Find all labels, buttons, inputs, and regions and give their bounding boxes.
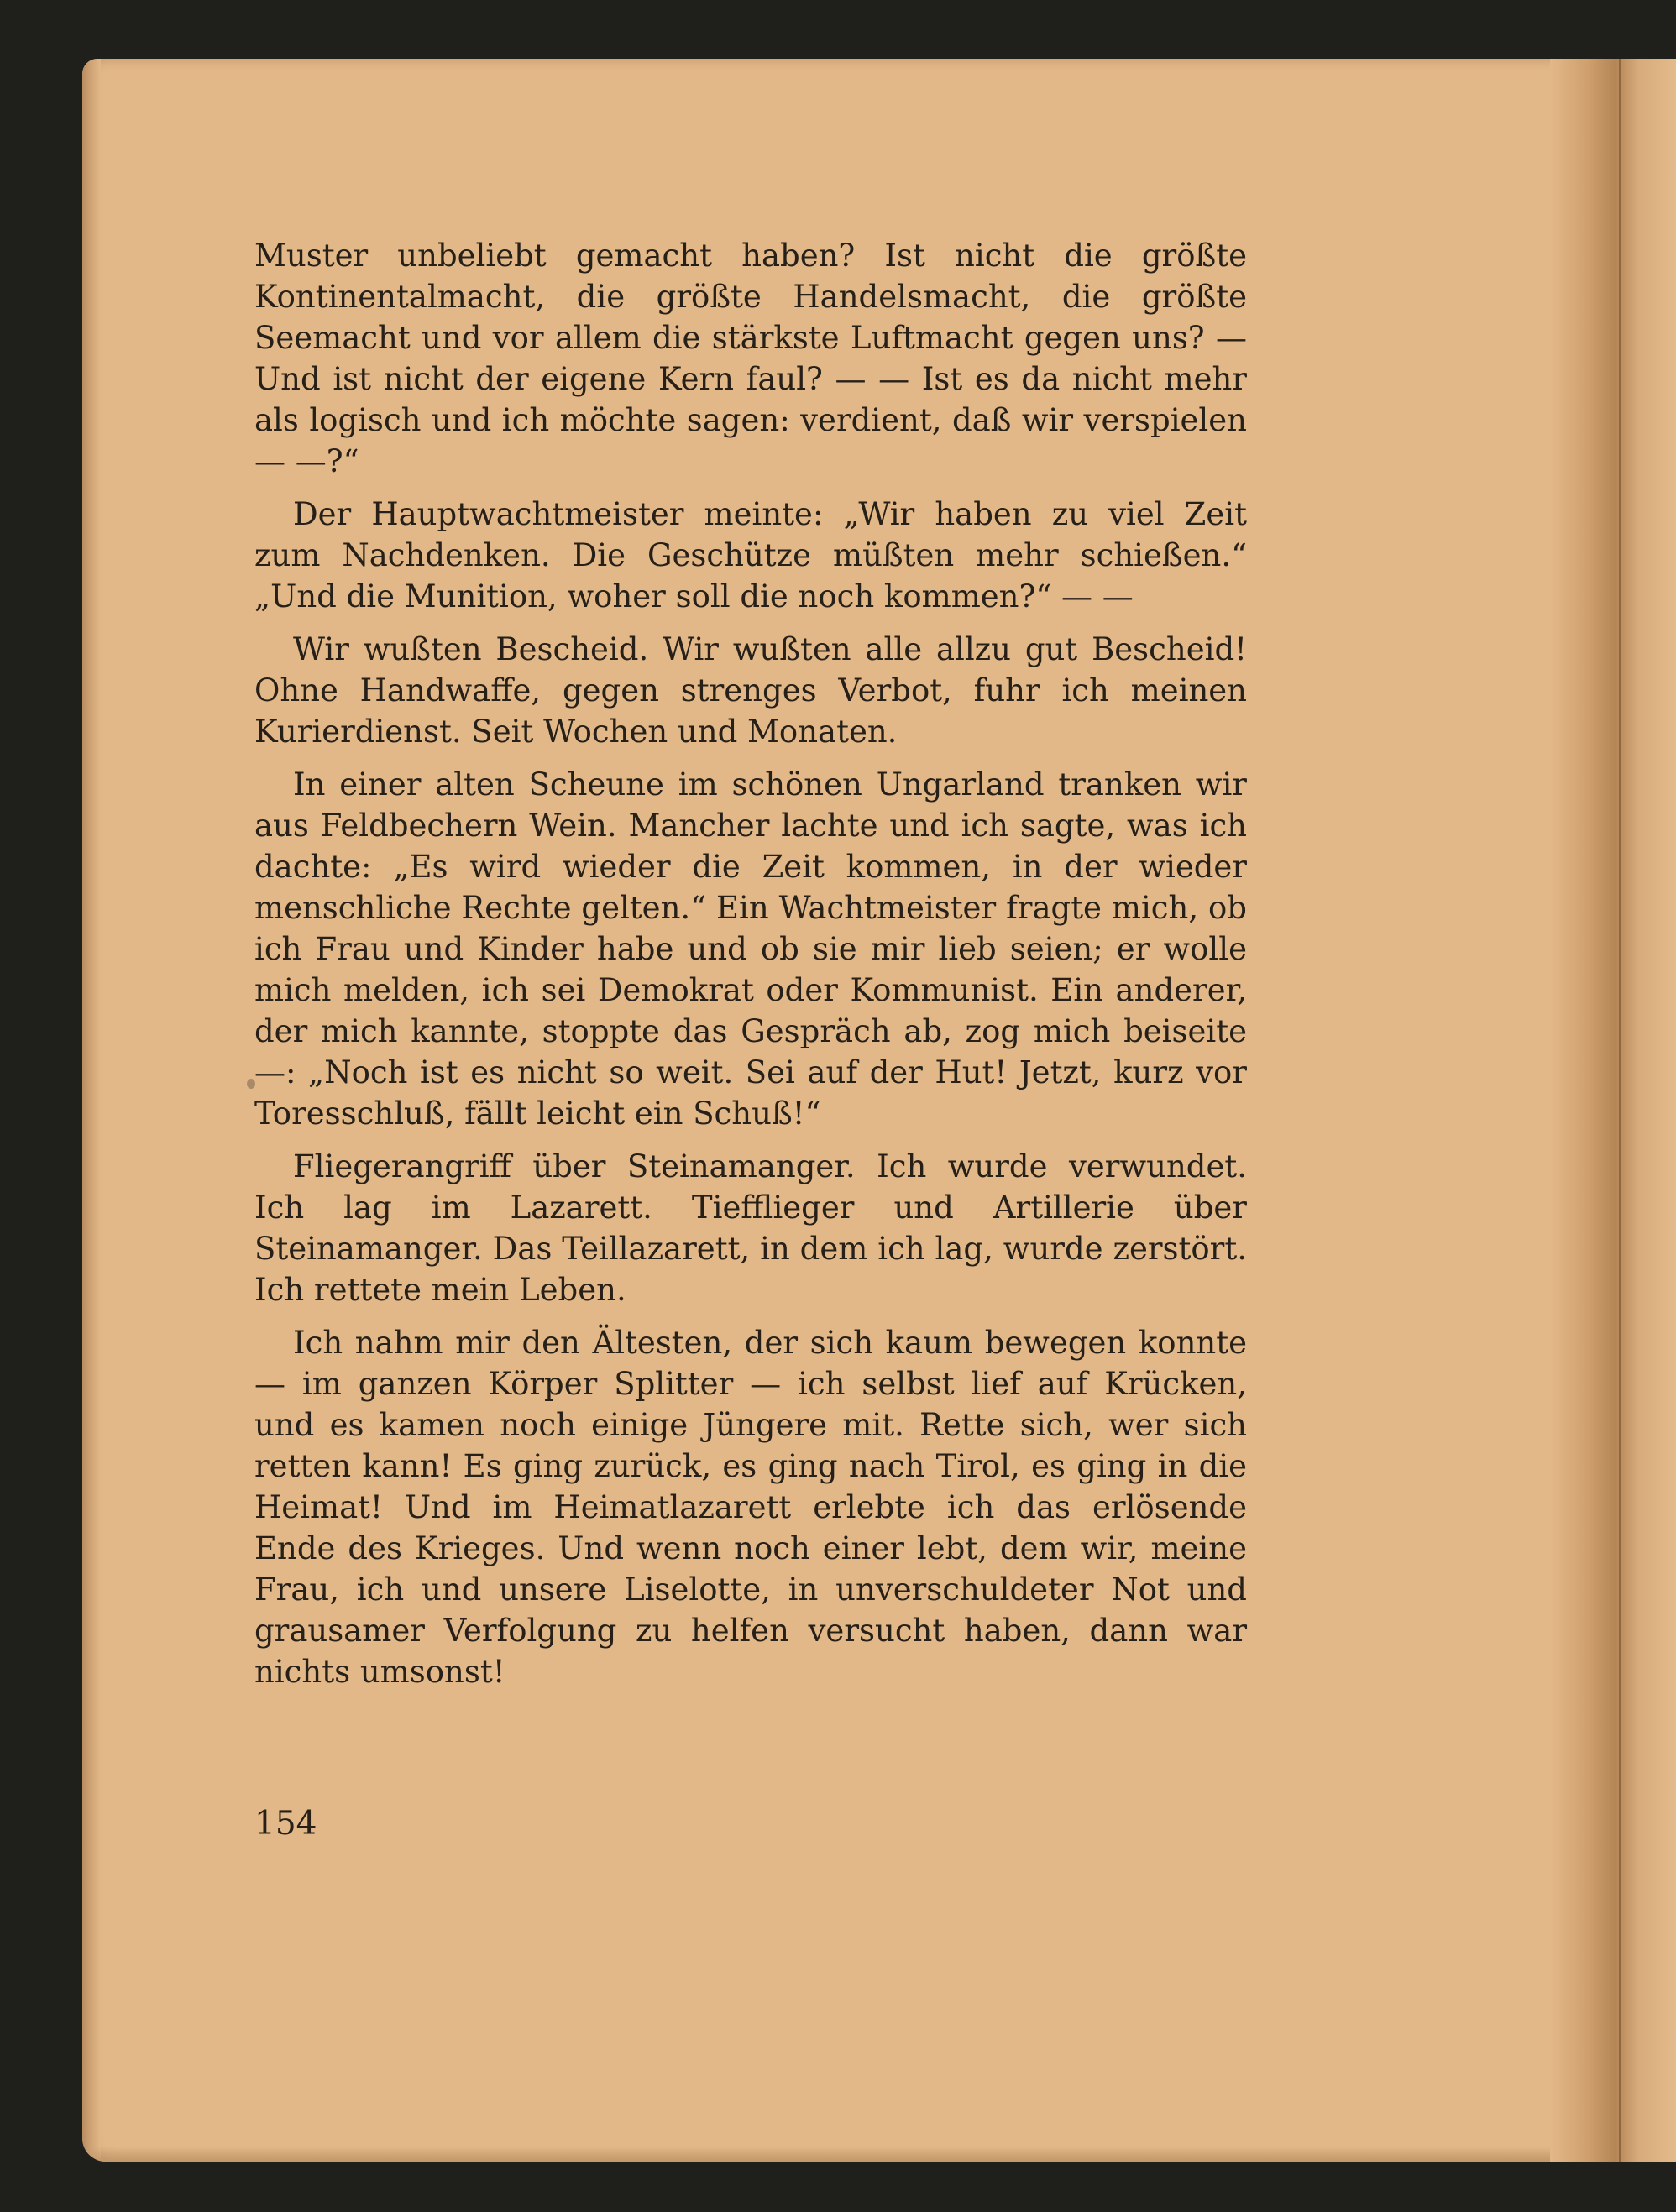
- paragraph-5: Fliegerangriff über Steinamanger. Ich wurde verwundet. Ich lag im Lazarett. Tiefflieger und Artillerie über Steinamanger. Das Teillazarett, in dem ich lag, wurde zerstört. Ich rettete mein Leben.: [254, 1148, 1247, 1308]
- page-left-edge: [82, 59, 101, 2162]
- paragraph-3: Wir wußten Bescheid. Wir wußten alle allzu gut Bescheid! Ohne Handwaffe, gegen strenges Verbot, fuhr ich meinen Kurierdienst. Seit Wochen und Monaten.: [254, 631, 1247, 750]
- book-gutter: [1550, 59, 1676, 2162]
- page-bottom-edge: [82, 2147, 1676, 2162]
- page-number: 154: [254, 1805, 317, 1843]
- paragraph-4: In einer alten Scheune im schönen Ungarland tranken wir aus Feldbechern Wein. Mancher lachte und ich sagte, was ich dachte: „Es wird wieder die Zeit kommen, in der wieder menschliche Rechte gelten.“ Ein Wachtmeister fragte mich, ob ich Frau und Kinder habe und ob sie mir lieb seien; er wolle mich melden, ich sei Demokrat oder Kommunist. Ein anderer, der mich kannte, stoppte das Gespräch ab, zog mich beiseite —: „Noch ist es nicht so weit. Sei auf der Hut! Jetzt, kurz vor Toresschluß, fällt leicht ein Schuß!“: [254, 766, 1247, 1132]
- paragraph-6: Ich nahm mir den Ältesten, der sich kaum bewegen konnte — im ganzen Körper Splitter — ich selbst lief auf Krücken, und es kamen noch einige Jüngere mit. Rette sich, wer sich retten kann! Es ging zurück, es ging nach Tirol, es ging in die Heimat! Und im Heimatlazarett erlebte ich das erlösende Ende des Krieges. Und wenn noch einer lebt, dem wir, meine Frau, ich und unsere Liselotte, in unverschuldeter Not und grausamer Verfolgung zu helfen versucht haben, dann war nichts umsonst!: [254, 1325, 1247, 1690]
- paragraph-1: Muster unbeliebt gemacht haben? Ist nicht die größte Kontinentalmacht, die größte Handelsmacht, die größte Seemacht und vor allem die stärkste Luftmacht gegen uns? — Und ist nicht der eigene Kern faul? — — Ist es da nicht mehr als logisch und ich möchte sagen: verdient, daß wir verspielen — —?“: [254, 238, 1247, 479]
- paragraph-2: Der Hauptwachtmeister meinte: „Wir haben zu viel Zeit zum Nachdenken. Die Geschütze müßten mehr schießen.“ „Und die Munition, woher soll die noch kommen?“ — —: [254, 496, 1247, 614]
- body-text: [254, 235, 1247, 1704]
- gutter-fold-line: [1619, 59, 1621, 2162]
